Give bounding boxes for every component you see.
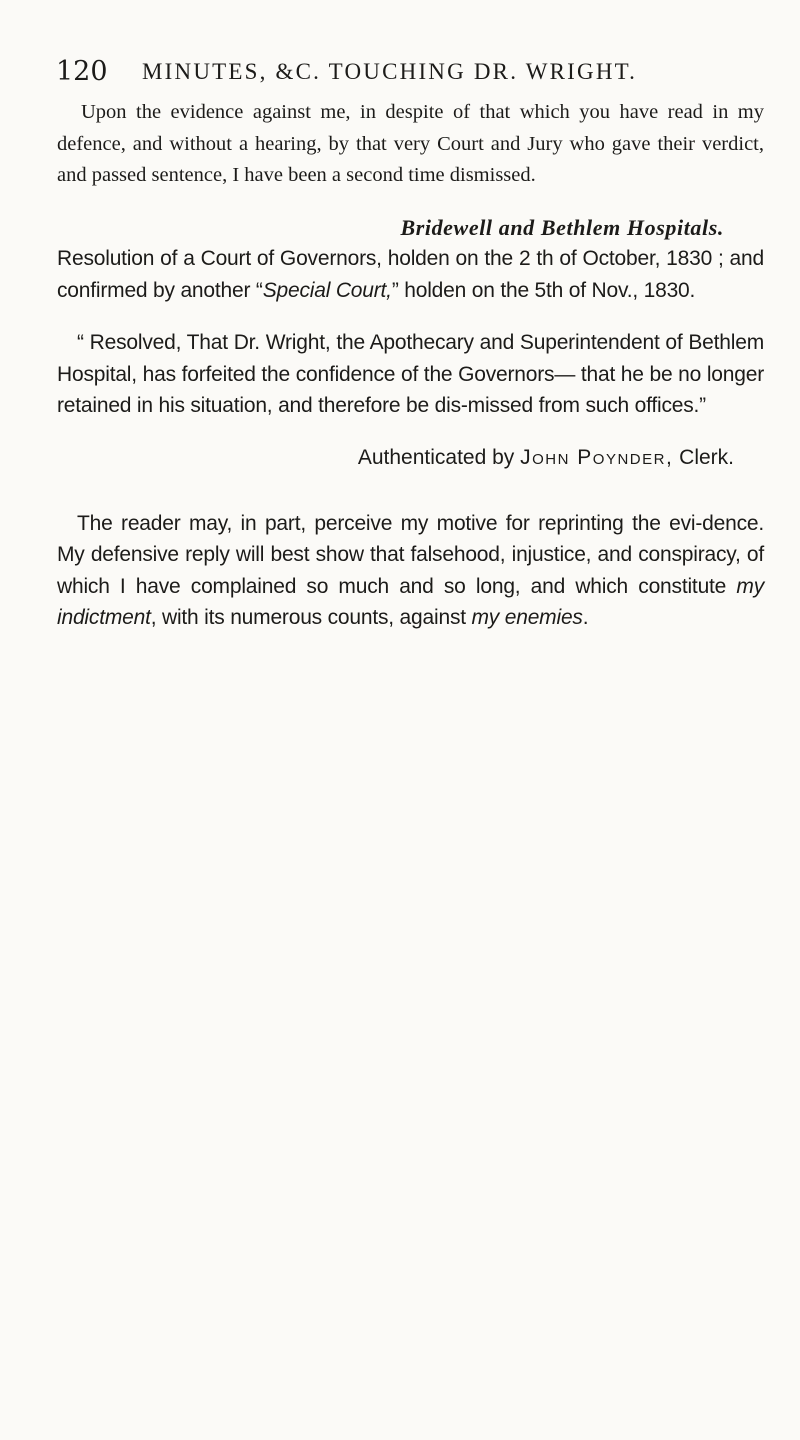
resolved-quote (57, 327, 764, 421)
page-body (57, 97, 764, 654)
resolution-text-a: Resolution of a Court of Governors, holden on the 2 th of October, 1830 ; and confirmed by another “ (57, 247, 764, 302)
page-number: 120 (56, 56, 108, 87)
page-header (56, 52, 776, 92)
closing-text-c: . (582, 606, 589, 630)
auth-name: John Poynder, (520, 446, 674, 470)
closing-text-a: The reader may, in part, perceive my motive for reprinting the evi-dence. My defensive reply will best show that falsehood, injustice, and conspiracy, of which I have complained so much and so long, and which constitute (57, 511, 764, 598)
section-heading: Bridewell and Bethlem Hospitals. (400, 214, 724, 240)
running-head: MINUTES, &C. TOUCHING DR. WRIGHT. (142, 59, 638, 84)
closing-text-b: , with its numerous counts, against (150, 606, 472, 630)
paragraph-dismissal-text: Upon the evidence against me, in despite of that which you have read in my defence, and without a hearing, by that very Court and Jury who gave their verdict, and passed sentence, I have been a second time dismissed. (57, 101, 764, 187)
closing-paragraph (57, 508, 764, 634)
auth-prefix: Authenticated by (357, 446, 515, 470)
resolution-text-b: ” holden on the 5th of Nov., 1830. (391, 278, 696, 302)
closing-my-enemies: my enemies (471, 606, 583, 630)
paragraph-dismissal (57, 97, 764, 192)
resolved-quote-text: “ Resolved, That Dr. Wright, the Apothecary and Superintendent of Bethlem Hospital, has forfeited the confidence of the Governors— that he be no longer retained in his situation, and therefore be dis-missed from such offices.” (57, 331, 764, 417)
authentication-line (57, 442, 734, 473)
closing-my-indictment: my indictment (57, 574, 764, 630)
resolution-paragraph (57, 243, 764, 306)
auth-suffix: Clerk. (679, 446, 734, 470)
resolution-special-court: Special Court, (262, 278, 392, 302)
